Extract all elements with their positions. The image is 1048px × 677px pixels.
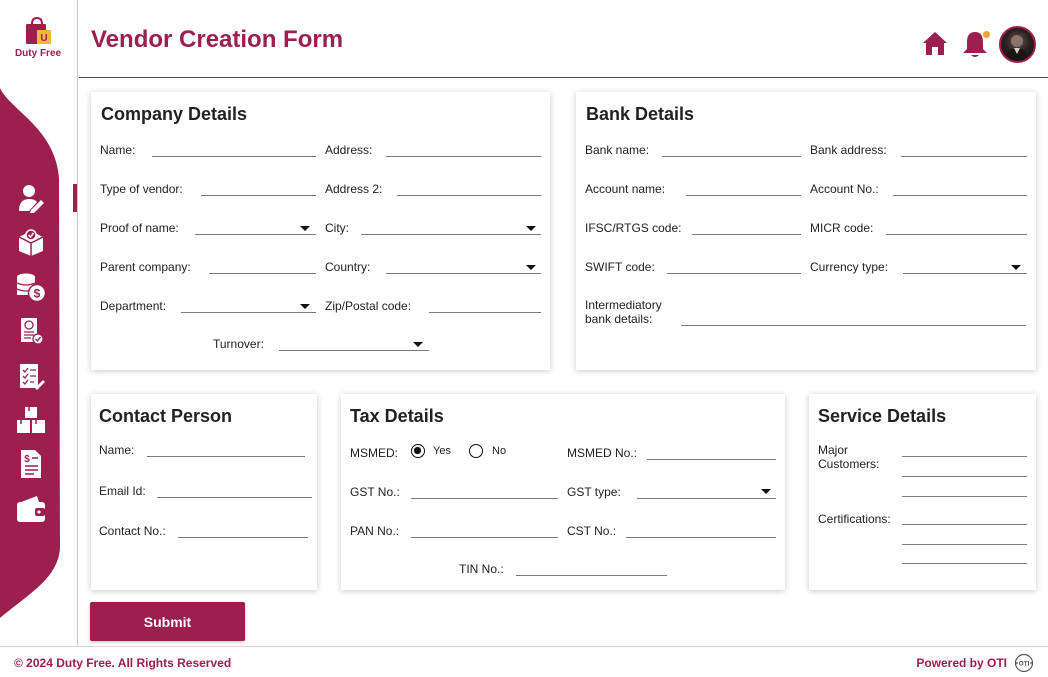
- tin-no-label: TIN No.:: [459, 562, 504, 576]
- major-customers-label-line2: Customers:: [818, 457, 880, 471]
- micr-input[interactable]: [886, 234, 1027, 235]
- contact-no-label: Contact No.:: [99, 524, 166, 538]
- bank-details-card: [576, 92, 1036, 370]
- boxes-icon: [15, 405, 47, 435]
- company-details-card: [91, 92, 550, 370]
- logo-letter: U: [40, 33, 48, 44]
- cst-no-input[interactable]: [626, 537, 776, 538]
- sidebar-item-reports[interactable]: [14, 447, 48, 481]
- company-name-label: Name:: [100, 143, 136, 157]
- sidebar-item-checklist[interactable]: [14, 359, 48, 393]
- service-details-card: [809, 394, 1036, 590]
- brand-name: Duty Free: [14, 48, 62, 59]
- swift-input[interactable]: [667, 273, 801, 274]
- footer: [0, 646, 1048, 677]
- major-customers-input-3[interactable]: [902, 496, 1027, 497]
- chevron-down-icon[interactable]: [526, 265, 536, 270]
- city-label: City:: [325, 221, 349, 235]
- pan-no-label: PAN No.:: [350, 524, 400, 538]
- department-select[interactable]: [181, 312, 316, 313]
- chevron-down-icon[interactable]: [1011, 265, 1021, 270]
- sidebar: [0, 0, 78, 646]
- bank-details-title: Bank Details: [586, 104, 695, 124]
- city-select[interactable]: [361, 234, 541, 235]
- oti-logo-text: OTI: [1018, 660, 1030, 668]
- email-field[interactable]: [157, 497, 312, 498]
- msmed-no-input[interactable]: [647, 459, 776, 460]
- sidebar-item-wallet[interactable]: [14, 492, 48, 526]
- gst-no-label: GST No.:: [350, 485, 400, 499]
- user-photo: [1001, 28, 1033, 60]
- active-nav-marker: [73, 184, 77, 212]
- currency-select[interactable]: [903, 273, 1027, 274]
- bank-name-input[interactable]: [662, 156, 801, 157]
- company-address-label: Address:: [325, 143, 373, 157]
- micr-label: MICR code:: [810, 221, 874, 235]
- sidebar-item-orders[interactable]: [14, 225, 48, 259]
- cst-no-label: CST No.:: [567, 524, 617, 538]
- department-label: Department:: [100, 299, 167, 313]
- zip-label: Zip/Postal code:: [325, 299, 412, 313]
- service-details-title: Service Details: [818, 406, 947, 426]
- contact-person-title: Contact Person: [99, 406, 233, 426]
- submit-button[interactable]: Submit: [90, 602, 245, 641]
- msmed-label: MSMED:: [350, 446, 398, 460]
- document-dollar-icon: [18, 448, 44, 480]
- intermediary-input[interactable]: [681, 325, 1026, 326]
- parent-company-label: Parent company:: [100, 260, 191, 274]
- swift-label: SWIFT code:: [585, 260, 655, 274]
- turnover-select[interactable]: [279, 350, 429, 351]
- turnover-label: Turnover:: [213, 337, 264, 351]
- msmed-no-field-label: MSMED No.:: [567, 446, 638, 460]
- brand-logo[interactable]: [10, 16, 66, 59]
- major-customers-input-1[interactable]: [902, 456, 1027, 457]
- shopping-bag-icon: [22, 16, 54, 46]
- intermediary-label-line1: Intermediatory: [585, 298, 662, 312]
- email-label: Email Id:: [99, 484, 146, 498]
- chevron-down-icon[interactable]: [300, 304, 310, 309]
- account-name-label: Account name:: [585, 182, 666, 196]
- major-customers-label-line1: Major: [818, 443, 849, 457]
- company-details-title: Company Details: [101, 104, 248, 124]
- user-edit-icon: [17, 183, 45, 213]
- proof-of-name-select[interactable]: [195, 234, 316, 235]
- account-no-input[interactable]: [893, 195, 1027, 196]
- gst-type-label: GST type:: [567, 485, 621, 499]
- currency-label: Currency type:: [810, 260, 889, 274]
- chevron-down-icon[interactable]: [300, 226, 310, 231]
- company-address2-input[interactable]: [397, 195, 541, 196]
- oti-logo-icon: [1014, 653, 1034, 673]
- company-name-input[interactable]: [152, 156, 316, 157]
- intermediary-label-line2: bank details:: [585, 312, 653, 326]
- header: [79, 0, 1048, 78]
- certifications-input-3[interactable]: [902, 563, 1027, 564]
- bank-address-label: Bank address:: [810, 143, 887, 157]
- country-select[interactable]: [386, 273, 541, 274]
- invoice-check-icon: [17, 316, 45, 346]
- proof-of-name-label: Proof of name:: [100, 221, 179, 235]
- ifsc-input[interactable]: [692, 234, 801, 235]
- svg-text:$: $: [24, 454, 30, 465]
- home-button[interactable]: [921, 29, 949, 62]
- company-address-input[interactable]: [386, 156, 541, 157]
- msmed-no-radio[interactable]: [469, 444, 483, 458]
- notification-badge: [983, 31, 990, 38]
- svg-text:$: $: [33, 286, 41, 301]
- msmed-no-label: No: [492, 445, 507, 457]
- msmed-yes-label: Yes: [433, 445, 451, 457]
- box-check-icon: [16, 227, 46, 257]
- tax-details-title: Tax Details: [350, 406, 444, 426]
- bank-name-label: Bank name:: [585, 143, 650, 157]
- major-customers-input-2[interactable]: [902, 476, 1027, 477]
- certifications-input-2[interactable]: [902, 544, 1027, 545]
- certifications-label: Certifications:: [818, 512, 891, 526]
- contact-name-input[interactable]: [147, 456, 305, 457]
- avatar[interactable]: [999, 26, 1036, 63]
- msmed-yes-radio[interactable]: [411, 444, 425, 458]
- gst-type-select[interactable]: [637, 498, 776, 499]
- copyright-text: © 2024 Duty Free. All Rights Reserved: [14, 656, 232, 670]
- certifications-input-1[interactable]: [902, 524, 1027, 525]
- vendor-type-label: Type of vendor:: [100, 182, 183, 196]
- vendor-type-input[interactable]: [201, 195, 316, 196]
- sidebar-wave-shape: [0, 88, 62, 618]
- chevron-down-icon[interactable]: [413, 342, 423, 347]
- powered-by-text: Powered by OTI: [916, 656, 1007, 670]
- gst-no-input[interactable]: [411, 498, 558, 499]
- sidebar-item-payments[interactable]: [14, 270, 48, 304]
- chevron-down-icon[interactable]: [526, 226, 536, 231]
- sidebar-item-vendor[interactable]: [14, 181, 48, 215]
- sidebar-item-invoices[interactable]: [14, 314, 48, 348]
- account-name-input[interactable]: [686, 195, 801, 196]
- tin-no-input[interactable]: [516, 575, 667, 576]
- contact-person-card: [91, 394, 317, 590]
- zip-input[interactable]: [429, 312, 541, 313]
- home-icon: [921, 29, 949, 57]
- coins-dollar-icon: [15, 271, 47, 303]
- account-no-label: Account No.:: [810, 182, 879, 196]
- sidebar-item-inventory[interactable]: [14, 403, 48, 437]
- ifsc-label: IFSC/RTGS code:: [585, 221, 682, 235]
- wallet-icon: [15, 494, 47, 524]
- country-label: Country:: [325, 260, 371, 274]
- page-title: Vendor Creation Form: [91, 26, 344, 53]
- contact-no-input[interactable]: [178, 537, 308, 538]
- parent-company-input[interactable]: [209, 273, 316, 274]
- bank-address-input[interactable]: [901, 156, 1027, 157]
- checklist-icon: [17, 361, 45, 391]
- contact-name-label: Name:: [99, 443, 135, 457]
- chevron-down-icon[interactable]: [761, 489, 771, 494]
- tax-details-card: [341, 394, 785, 590]
- company-address2-label: Address 2:: [325, 182, 383, 196]
- pan-no-input[interactable]: [411, 537, 558, 538]
